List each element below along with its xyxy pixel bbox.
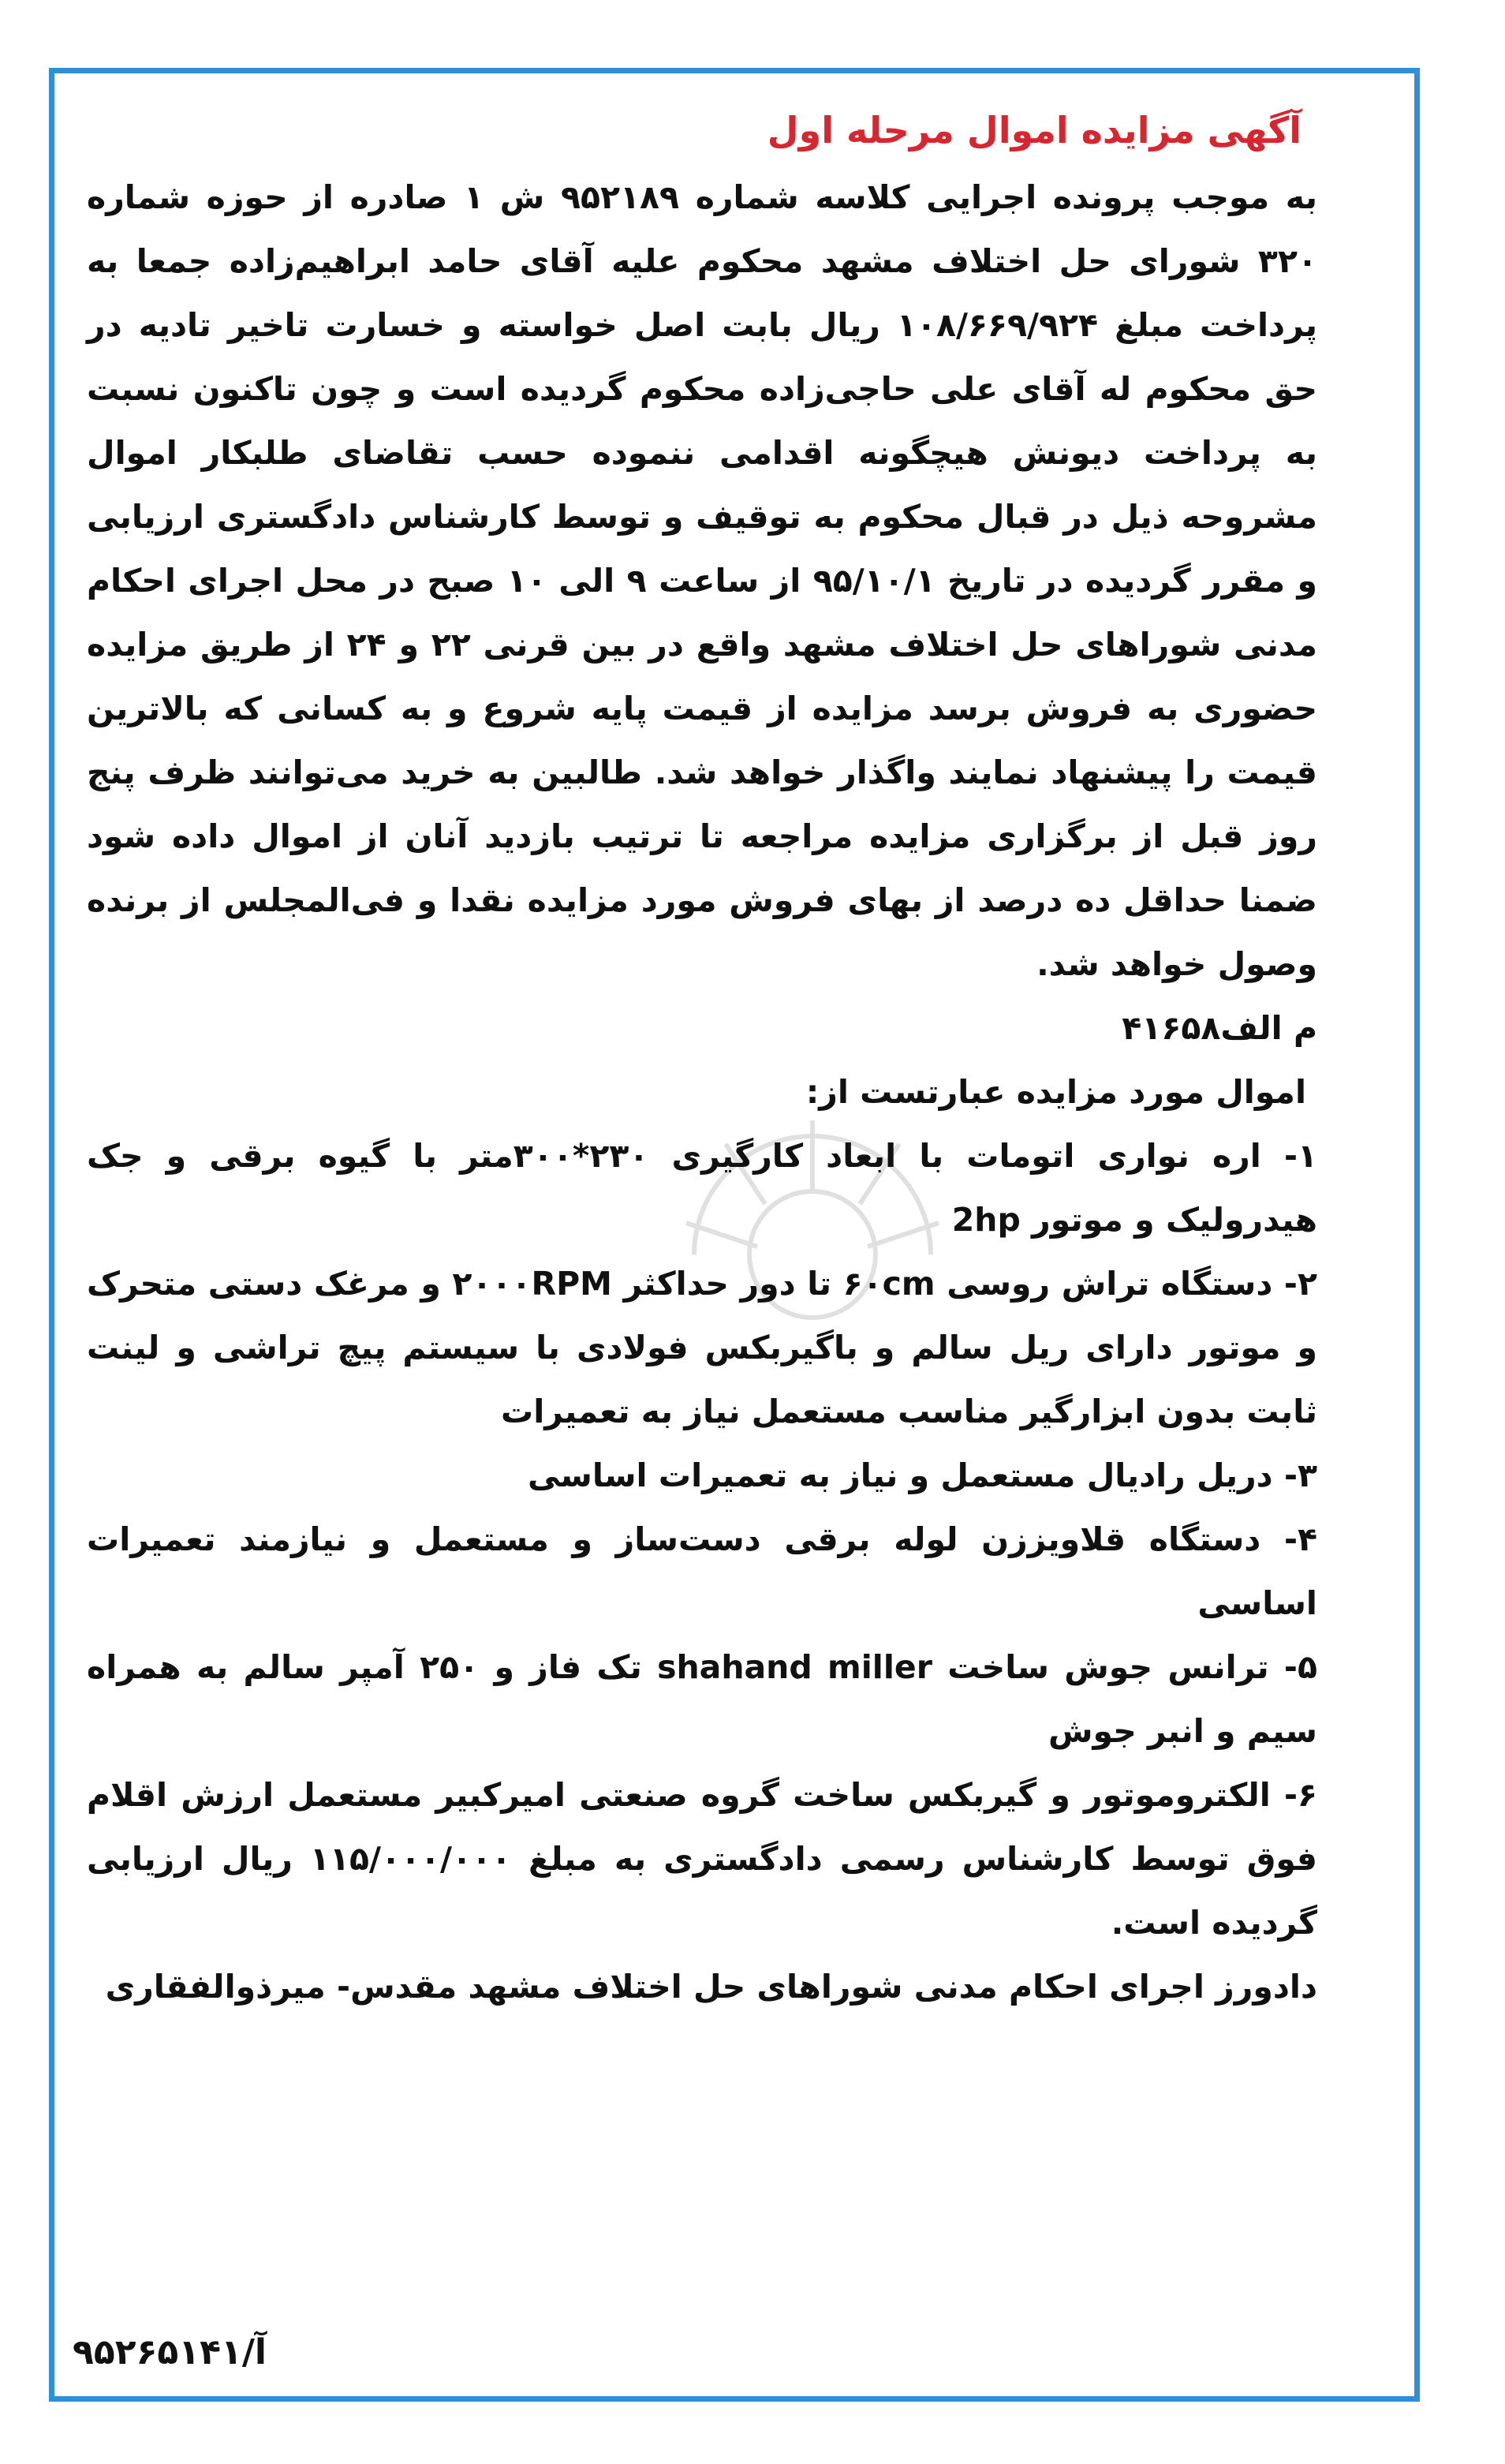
list-item: ۱- اره نواری اتومات با ابعاد کارگیری ۲۳۰*۳۰۰متر با گیوه برقی و جک هیدرولیک و موتور 2hp: [87, 1137, 1317, 1239]
notice-code: آ/۹۵۲۶۵۱۴۱: [73, 2332, 267, 2372]
notice-title: آگهی مزایده اموال مرحله اول: [767, 109, 1301, 151]
list-item: ۶- الکتروموتور و گیربکس ساخت گروه صنعتی امیرکبیر مستعمل ارزش اقلام فوق توسط کارشناس رسمی دادگستری به مبلغ ۱۱۵/۰۰۰/۰۰۰ ریال ارزیابی گردیده است.: [87, 1776, 1317, 1942]
notice-body: به موجب پرونده اجرایی کلاسه شماره ۹۵۲۱۸۹ ش ۱ صادره از حوزه شماره ۳۲۰ شورای حل اختلاف مشهد محکوم علیه آقای حامد ابراهیم‌زاده جمعا به پرداخت مبلغ ۱۰۸/۶۶۹/۹۲۴ ریال بابت اصل خواسته و خسارت تاخیر تادیه در حق محکوم له آقای علی حاجی‌زاده محکوم گردیده است و چون تاکنون نسبت به پرداخت دیونش هیچگونه اقدامی ننموده حسب تقاضای طلبکار اموال مشروحه ذیل در قبال محکوم به توقیف و توسط کارشناس دادگستری ارزیابی و مقرر گردیده در تاریخ ۹۵/۱۰/۱ از ساعت ۹ الی ۱۰ صبح در محل اجرای احکام مدنی شوراهای حل اختلاف مشهد واقع در بین قرنی ۲۲ و ۲۴ از طریق مزایده حضوری به فروش برسد مزایده از قیمت پایه شروع و به کسانی که بالاترین قیمت را پیشنهاد نمایند واگذار خواهد شد. طالبین به خرید می‌توانند ظرف پنج روز قبل از برگزاری مزایده مراجعه تا ترتیب بازدید آنان از اموال داده شود ضمنا حداقل ده درصد از بهای فروش مورد مزایده نقدا و فی‌المجلس از برنده وصول خواهد شد.: [87, 178, 1317, 983]
list-item: ۲- دستگاه تراش روسی ۶۰cm تا دور حداکثر ۲۰۰۰RPM و مرغک دستی متحرک و موتور دارای ریل سالم و باگیربکس فولادی با سیستم پیچ تراشی و لینت ثابت بدون ابزارگیر مناسب مستعمل نیاز به تعمیرات: [87, 1265, 1317, 1430]
list-item: ۴- دستگاه قلاویززن لوله برقی دست‌ساز و مستعمل و نیازمند تعمیرات اساسی: [87, 1520, 1317, 1622]
items-heading: اموال مورد مزایده عبارتست از:: [805, 1073, 1306, 1111]
reference-number: م الف۴۱۶۵۸: [1122, 1009, 1317, 1047]
list-item: ۳- دریل رادیال مستعمل و نیاز به تعمیرات اساسی: [528, 1456, 1317, 1494]
notice-content: [87, 95, 1317, 2019]
list-item: ۵- ترانس جوش ساخت shahand miller تک فاز و ۲۵۰ آمپر سالم به همراه سیم و انبر جوش: [87, 1648, 1317, 1750]
signature-line: دادورز اجرای احکام مدنی شوراهای حل اختلاف مشهد مقدس- میرذوالفقاری: [105, 1968, 1317, 2006]
